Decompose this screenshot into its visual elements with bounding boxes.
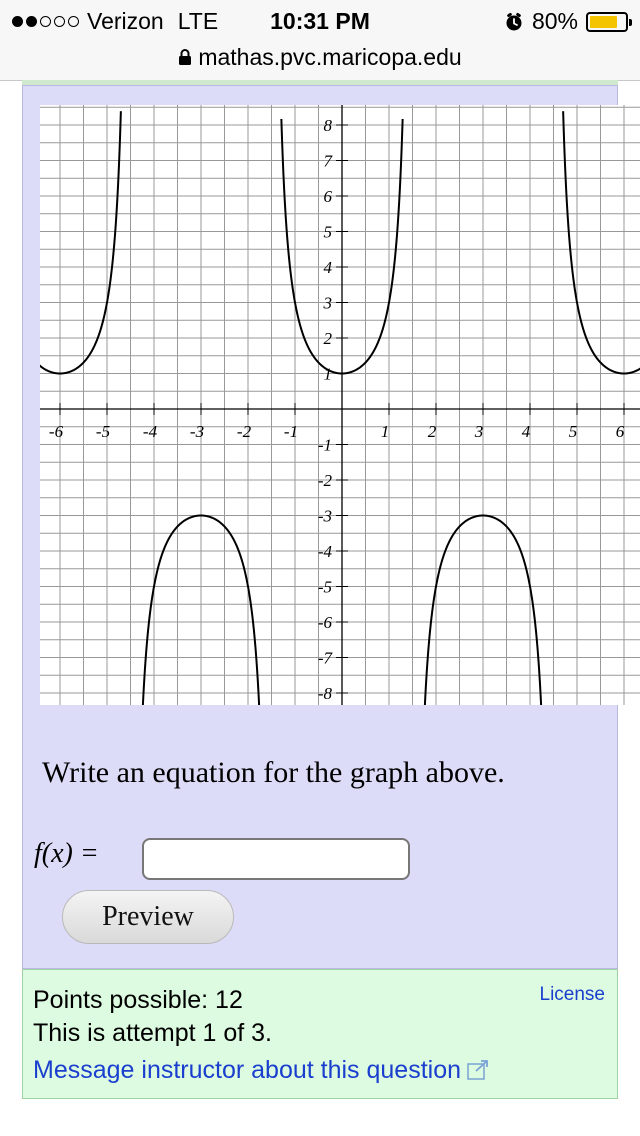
address-bar[interactable] xyxy=(0,44,640,71)
y-tick-label: 1 xyxy=(323,364,332,384)
clock: 10:31 PM xyxy=(270,8,370,34)
fx-label: f(x) = xyxy=(34,838,99,869)
y-tick-label: 8 xyxy=(323,116,332,135)
attempt-count: This is attempt 1 of 3. xyxy=(33,1019,272,1047)
x-tick-label: 2 xyxy=(427,422,437,441)
carrier-name: Verizon xyxy=(87,8,164,34)
y-tick-label: -2 xyxy=(317,471,332,490)
x-tick-label: 4 xyxy=(521,422,531,441)
y-tick-label: 4 xyxy=(323,258,332,277)
external-link-icon xyxy=(467,1060,489,1080)
x-tick-label: -6 xyxy=(48,422,64,441)
battery-icon xyxy=(586,12,628,32)
y-tick-label: 7 xyxy=(323,151,332,171)
license-link[interactable]: License xyxy=(539,984,605,1005)
battery-percent: 80% xyxy=(531,8,578,34)
points-possible: Points possible: 12 xyxy=(33,986,243,1014)
y-tick-label: -4 xyxy=(317,542,332,561)
lock-icon xyxy=(178,48,192,66)
y-tick-label: -7 xyxy=(317,648,332,668)
preview-button[interactable]: Preview xyxy=(62,890,234,944)
y-tick-label: 3 xyxy=(323,293,332,313)
y-tick-label: -8 xyxy=(317,684,332,703)
x-tick-label: -1 xyxy=(283,422,299,441)
message-instructor-link[interactable] xyxy=(33,1056,489,1085)
y-tick-label: 2 xyxy=(323,329,332,348)
x-tick-label: 6 xyxy=(615,422,625,441)
x-tick-label: 3 xyxy=(474,422,484,441)
function-graph xyxy=(40,105,640,705)
question-prompt: Write an equation for the graph above. xyxy=(42,756,505,789)
y-tick-label: -3 xyxy=(317,506,332,526)
url-text: mathas.pvc.maricopa.edu xyxy=(198,44,462,70)
x-tick-label: -4 xyxy=(142,422,158,441)
y-tick-label: 5 xyxy=(323,222,332,242)
x-tick-label: -5 xyxy=(95,422,111,441)
answer-input[interactable] xyxy=(142,838,410,880)
x-tick-label: 5 xyxy=(568,422,578,441)
info-panel xyxy=(22,969,618,1099)
x-tick-label: 1 xyxy=(380,422,390,441)
alarm-icon xyxy=(504,12,524,32)
x-tick-label: -3 xyxy=(189,422,205,441)
status-bar xyxy=(0,0,640,81)
message-link-text: Message instructor about this question xyxy=(33,1056,462,1084)
y-tick-label: -6 xyxy=(317,613,332,632)
y-tick-label: 6 xyxy=(323,187,332,206)
network-type: LTE xyxy=(177,8,219,34)
status-right xyxy=(504,8,628,35)
y-tick-label: -5 xyxy=(317,577,332,597)
y-tick-label: -1 xyxy=(317,435,332,455)
x-tick-label: -2 xyxy=(236,422,252,441)
